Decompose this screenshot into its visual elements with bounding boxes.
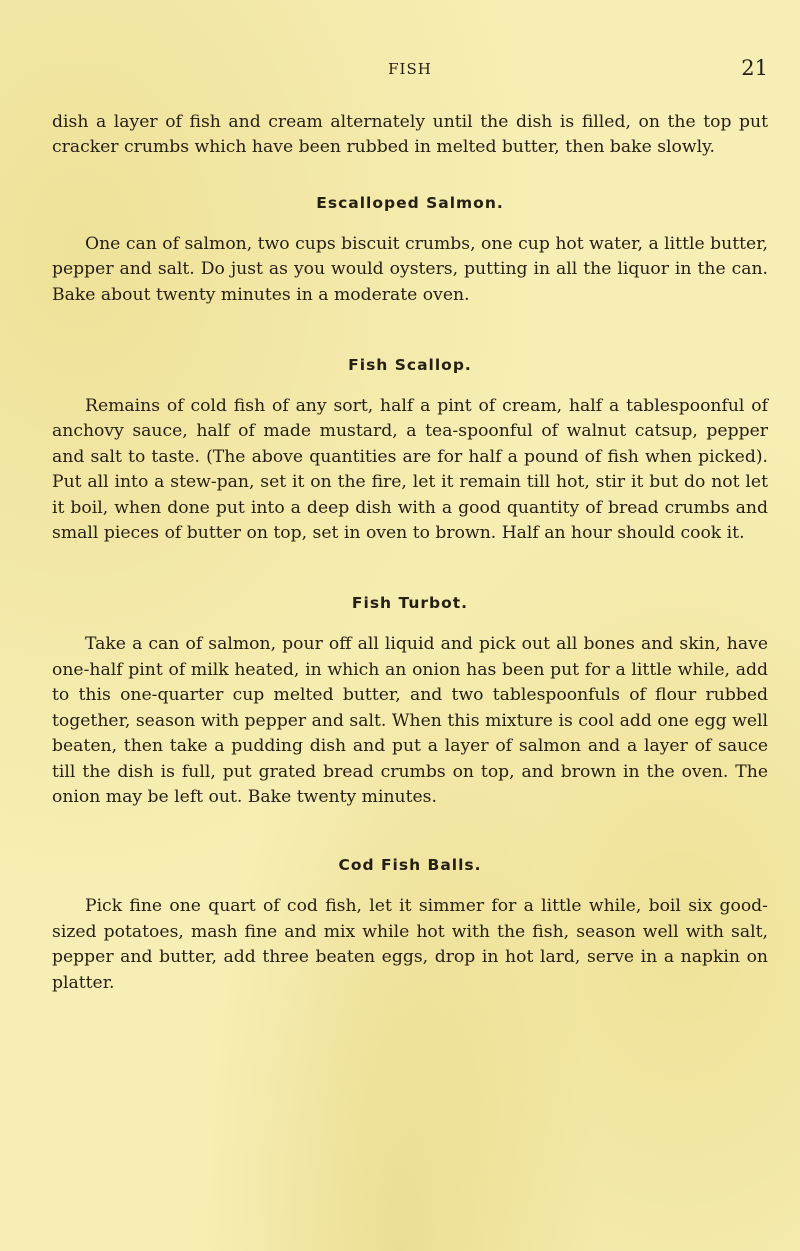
book-page xyxy=(52,58,768,996)
running-header xyxy=(52,58,768,88)
running-title: FISH xyxy=(388,60,432,78)
recipe-title-fish-scallop: Fish Scallop. xyxy=(348,356,472,375)
continued-paragraph: dish a layer of fish and cream alternately until the dish is filled, on the top put cracker crumbs which have been rubbed in melted butter, then bake slowly. xyxy=(52,112,768,158)
recipe-title-cod-fish-balls: Cod Fish Balls. xyxy=(338,856,482,875)
recipe-title-fish-turbot: Fish Turbot. xyxy=(351,594,469,613)
recipe-body-fish-turbot: Take a can of salmon, pour off all liquid and pick out all bones and skin, have one-half pint of milk heated, in which an onion has been put for a little while, add to this one-quarter cup melted butter, and two tablespoonfuls of flour rubbed together, season with pepper and salt. When this mixture is cool add one egg well beaten, then take a pudding dish and put a layer of salmon and a layer of sauce till the dish is full, put grated bread crumbs on top, and brown in the oven. The onion may be left out. Bake twenty minutes. xyxy=(52,634,768,807)
recipe-body-escalloped-salmon: One can of salmon, two cups biscuit crumbs, one cup hot water, a little butter, pepper and salt. Do just as you would oysters, putting in all the liquor in the can. Bake about twenty minutes in a moderate oven. xyxy=(52,233,768,305)
recipe-body-cod-fish-balls: Pick fine one quart of cod fish, let it simmer for a little while, boil six good-sized potatoes, mash fine and mix while hot with the fish, season well with salt, pepper and butter, add three beaten eggs, drop in hot lard, serve in a napkin on platter. xyxy=(52,896,768,993)
page-number: 21 xyxy=(741,56,768,80)
recipe-body-fish-scallop: Remains of cold fish of any sort, half a pint of cream, half a tablespoonful of anchovy sauce, half of made mustard, a tea-spoonful of walnut catsup, pepper and salt to taste. (The above quantities are for half a pound of fish when picked). Put all into a stew-pan, set it on the fire, let it remain till hot, stir it but do not let it boil, when done put into a deep dish with a good quantity of bread crumbs and small pieces of butter on top, set in oven to brown. Half an hour should cook it. xyxy=(52,396,768,544)
recipe-title-escalloped-salmon: Escalloped Salmon. xyxy=(316,193,504,212)
